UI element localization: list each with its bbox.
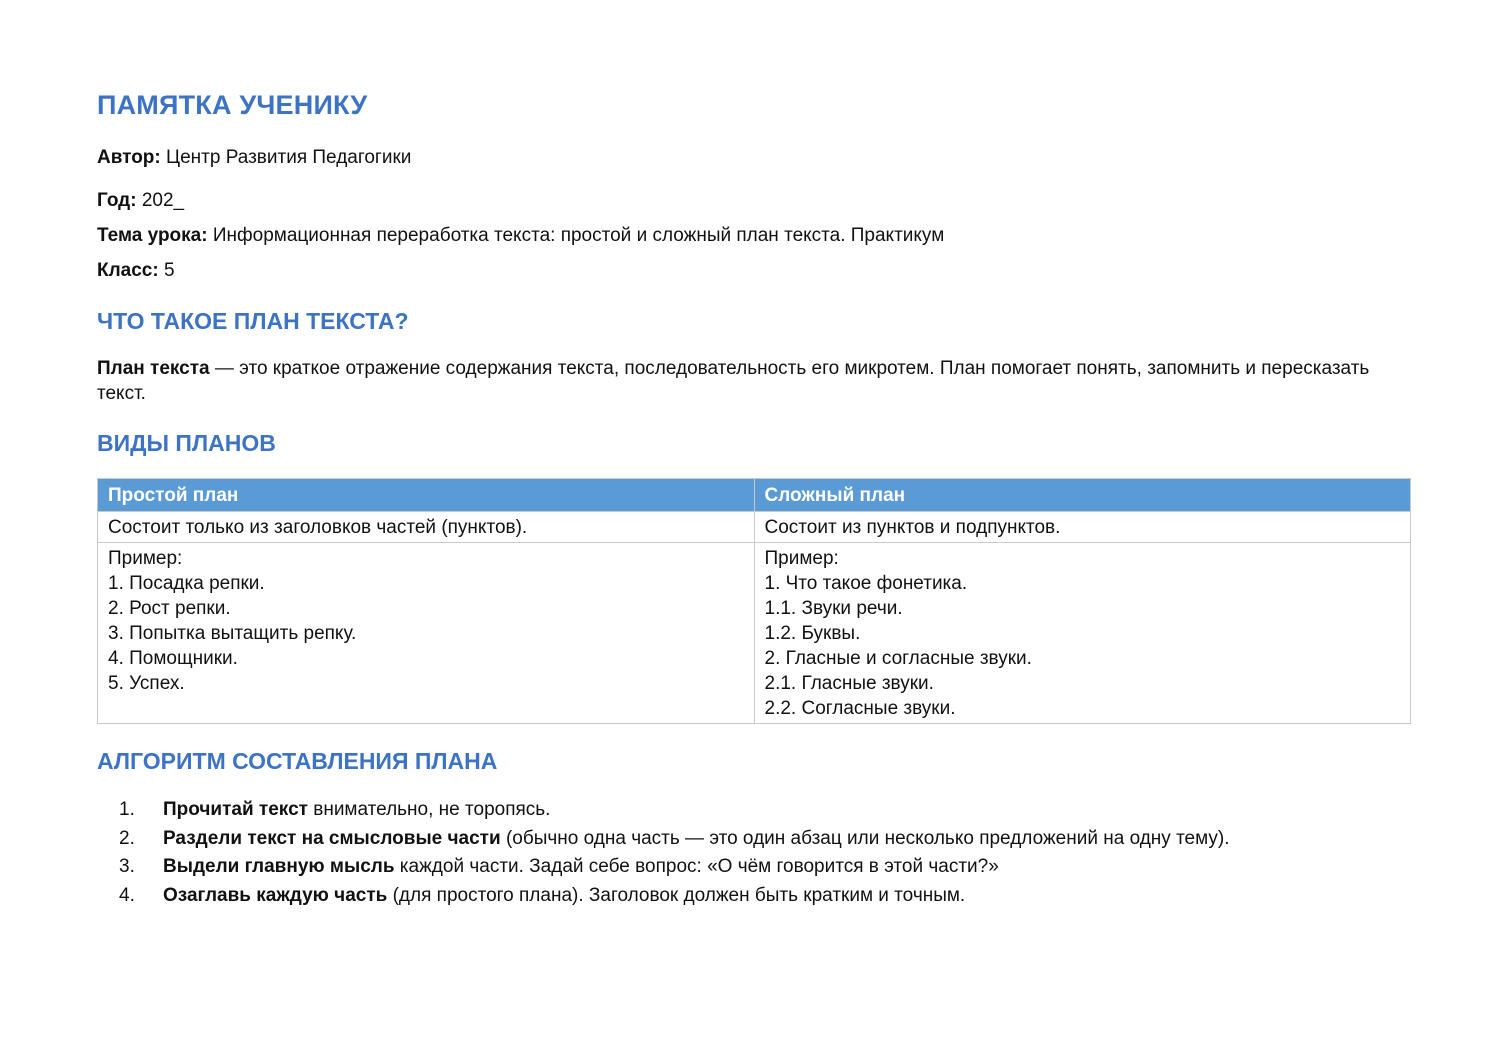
author-label: Автор: — [97, 147, 161, 168]
list-item-text: (для простого плана). Заголовок должен быть кратким и точным. — [387, 884, 966, 906]
example-line: Пример: — [764, 548, 839, 569]
year-label: Год: — [97, 190, 137, 211]
example-line: 1.2. Буквы. — [764, 623, 861, 644]
class-line — [97, 259, 175, 283]
topic-line — [97, 224, 944, 248]
example-line: 4. Помощники. — [108, 648, 238, 669]
example-line: 1. Посадка репки. — [108, 573, 265, 594]
list-item-number: 4. — [119, 884, 135, 906]
year-value: 202_ — [136, 190, 185, 211]
table-cell-simple-description: Состоит только из заголовков частей (пунктов). — [98, 512, 755, 543]
list-item-bold: Выдели главную мысль — [163, 856, 395, 877]
section-heading-types: ВИДЫ ПЛАНОВ — [97, 430, 276, 456]
list-item-text: каждой части. Задай себе вопрос: «О чём говорится в этой части?» — [394, 856, 999, 877]
document-title: ПАМЯТКА УЧЕНИКУ — [97, 90, 368, 120]
table-cell-complex-example — [754, 543, 1411, 724]
algorithm-list — [97, 796, 1230, 910]
list-item-bold: Озаглавь каждую часть — [163, 884, 388, 906]
author-line — [97, 146, 411, 170]
example-line: 2. Рост репки. — [108, 598, 231, 619]
year-line — [97, 189, 184, 213]
list-item — [97, 825, 1230, 854]
list-item-number: 3. — [119, 856, 135, 877]
table-header-simple: Простой план — [98, 479, 755, 512]
author-value: Центр Развития Педагогики — [160, 147, 412, 168]
plan-types-table — [97, 478, 1411, 724]
topic-value: Информационная переработка текста: простой и сложный план текста. Практикум — [207, 225, 945, 246]
table-header-complex: Сложный план — [754, 479, 1411, 512]
table-cell-simple-example — [98, 543, 755, 724]
example-line: 2.2. Согласные звуки. — [764, 698, 956, 719]
example-line: 5. Успех. — [108, 673, 185, 694]
list-item-number: 1. — [119, 799, 135, 820]
definition-paragraph — [97, 356, 1411, 406]
list-item — [97, 796, 1230, 825]
list-item-text: внимательно, не торопясь. — [307, 799, 551, 820]
list-item-bold: Прочитай текст — [163, 799, 308, 820]
list-item-bold: Раздели текст на смысловые части — [163, 827, 501, 849]
class-label: Класс: — [97, 260, 159, 281]
example-line: 1. Что такое фонетика. — [764, 573, 968, 594]
list-item — [97, 853, 1230, 882]
table-cell-complex-description: Состоит из пунктов и подпунктов. — [754, 512, 1411, 543]
list-item — [97, 882, 1230, 911]
definition-term: План текста — [97, 358, 210, 379]
table-header-row — [98, 479, 1411, 512]
example-line: 1.1. Звуки речи. — [764, 598, 903, 619]
example-line: Пример: — [108, 548, 183, 569]
list-item-number: 2. — [119, 827, 135, 849]
example-line: 3. Попытка вытащить репку. — [108, 623, 357, 644]
example-line: 2. Гласные и согласные звуки. — [764, 648, 1032, 669]
example-line: 2.1. Гласные звуки. — [764, 673, 934, 694]
table-row — [98, 543, 1411, 724]
class-value: 5 — [158, 260, 175, 281]
list-item-text: (обычно одна часть — это один абзац или несколько предложений на одну тему). — [500, 827, 1230, 849]
topic-label: Тема урока: — [97, 225, 208, 246]
section-heading-algorithm: АЛГОРИТМ СОСТАВЛЕНИЯ ПЛАНА — [97, 748, 498, 774]
section-heading-what: ЧТО ТАКОЕ ПЛАН ТЕКСТА? — [97, 308, 409, 334]
table-row — [98, 512, 1411, 543]
definition-text: — это краткое отражение содержания текста, последовательность его микротем. План помогает понять, запомнить и пересказать текст. — [97, 358, 1370, 404]
